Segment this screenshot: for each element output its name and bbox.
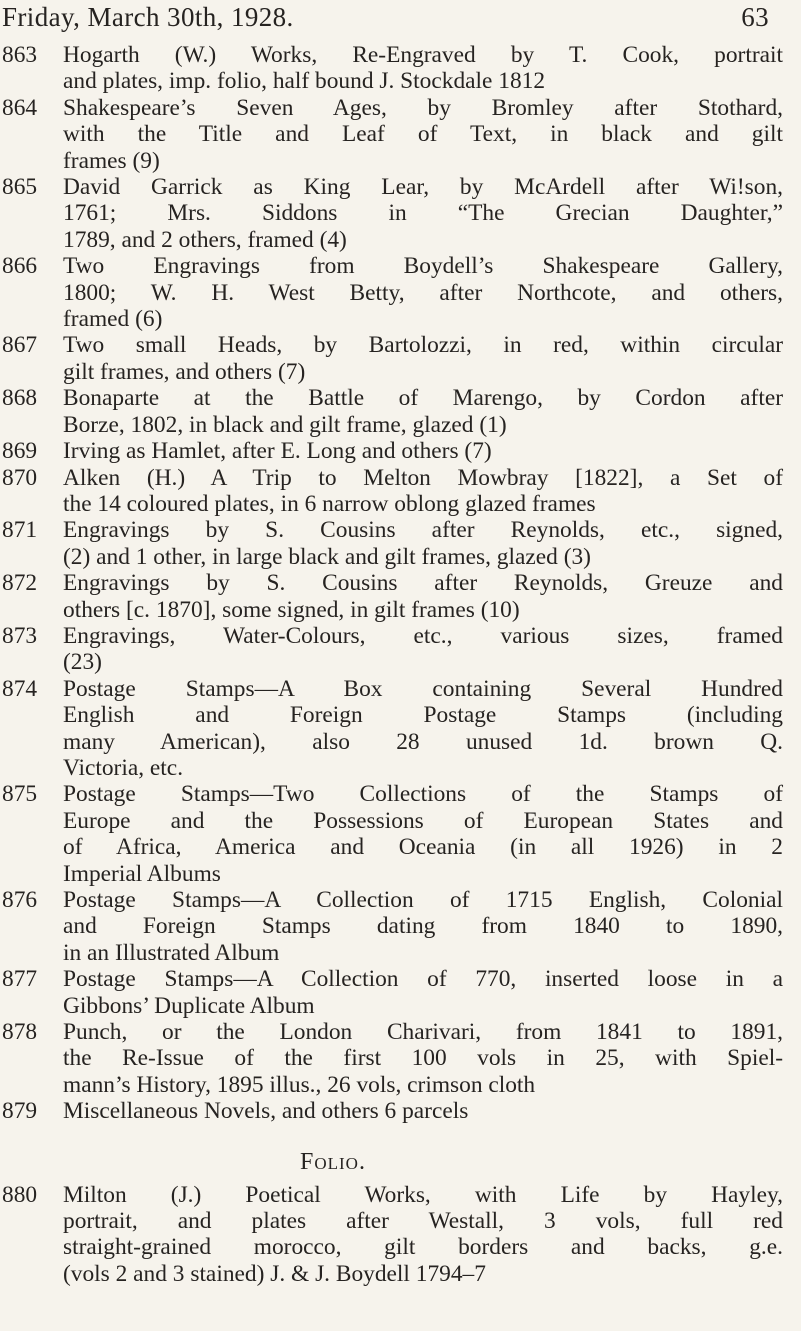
lot-description	[63, 781, 783, 887]
lot-number: 876	[2, 887, 38, 913]
lot-line: Milton (J.) Poetical Works, with Life by Hayley,	[63, 1181, 783, 1208]
lot-number: 871	[2, 517, 38, 544]
lot-line: frames (9)	[63, 147, 160, 174]
lot-description	[63, 1182, 783, 1288]
lot-line: the Re-Issue of the first 100 vols in 25, with Spiel-	[63, 1045, 783, 1072]
lot-line: Alken (H.) A Trip to Melton Mowbray [1822], a Set of	[63, 464, 783, 491]
lot-line: Europe and the Possessions of European States and	[63, 807, 783, 834]
lot-line: Two small Heads, by Bartolozzi, in red, within circular	[63, 332, 783, 359]
lot-description	[63, 623, 783, 676]
lot-number: 865	[2, 174, 38, 201]
lot-description	[63, 676, 783, 782]
lot-description	[63, 385, 783, 438]
lot-entry	[0, 1182, 801, 1288]
lot-line: Shakespeare’s Seven Ages, by Bromley after Stothard,	[63, 94, 783, 121]
lot-number: 863	[2, 42, 38, 68]
lot-description	[63, 517, 783, 570]
lot-number: 866	[2, 253, 38, 280]
lot-line: David Garrick as King Lear, by McArdell after Wi!son,	[63, 174, 783, 201]
lot-entry	[0, 781, 801, 887]
lot-entry	[0, 966, 801, 1019]
lot-line: of Africa, America and Oceania (in all 1926) in 2	[63, 834, 783, 861]
lot-line: and Foreign Stamps dating from 1840 to 1890,	[63, 913, 783, 940]
page-header	[0, 0, 801, 40]
lot-description	[63, 95, 783, 174]
lot-number: 868	[2, 385, 38, 412]
page-number: 63	[741, 2, 769, 32]
lot-line: 1789, and 2 others, framed (4)	[63, 226, 347, 253]
lot-line: Postage Stamps—A Collection of 770, inserted loose in a	[63, 966, 783, 993]
lot-entry	[0, 385, 801, 438]
lot-number: 874	[2, 675, 38, 702]
lot-line: Irving as Hamlet, after E. Long and others (7)	[63, 438, 492, 465]
lot-entry	[0, 676, 801, 782]
lot-entry	[0, 42, 801, 95]
lot-number: 879	[2, 1098, 38, 1125]
lot-description	[63, 465, 783, 518]
lot-line: 1761; Mrs. Siddons in “The Grecian Daughter,”	[63, 200, 783, 227]
lot-line: Bonaparte at the Battle of Marengo, by Cordon after	[63, 385, 783, 412]
lot-line: Victoria, etc.	[63, 754, 184, 781]
lot-entry	[0, 174, 801, 253]
lot-number: 864	[2, 94, 38, 121]
lot-line: Engravings by S. Cousins after Reynolds, etc., signed,	[63, 517, 783, 544]
lot-entry	[0, 1098, 801, 1124]
header-date: Friday, March 30th, 1928.	[2, 2, 294, 32]
lot-description	[63, 332, 783, 385]
lot-line: Imperial Albums	[63, 860, 221, 887]
lot-number: 870	[2, 464, 38, 491]
lot-entry	[0, 253, 801, 332]
lot-entry	[0, 570, 801, 623]
lot-description	[63, 42, 783, 95]
lot-line: Gibbons’ Duplicate Album	[63, 992, 315, 1019]
lot-line: portrait, and plates after Westall, 3 vols, full red	[63, 1208, 783, 1235]
lot-list	[0, 42, 801, 1287]
lot-entry	[0, 438, 801, 464]
lot-line: (vols 2 and 3 stained) J. & J. Boydell 1794–7	[63, 1260, 486, 1287]
lot-number: 867	[2, 332, 38, 359]
lot-line: many American), also 28 unused 1d. brown Q.	[63, 728, 783, 755]
lot-line: English and Foreign Postage Stamps (including	[63, 702, 783, 729]
lot-line: Engravings, Water-Colours, etc., various sizes, framed	[63, 622, 783, 649]
lot-description	[63, 966, 783, 1019]
lot-description	[63, 1098, 783, 1124]
lot-number: 872	[2, 570, 38, 597]
lot-number: 875	[2, 781, 38, 808]
lot-number: 877	[2, 966, 38, 993]
lot-description	[63, 887, 783, 966]
lot-line: Postage Stamps—A Box containing Several Hundred	[63, 675, 783, 702]
lot-entry	[0, 1019, 801, 1098]
lot-line: Postage Stamps—A Collection of 1715 English, Colonial	[63, 887, 783, 913]
lot-line: (2) and 1 other, in large black and gilt frames, glazed (3)	[63, 543, 591, 570]
lot-line: straight-grained morocco, gilt borders and backs, g.e.	[63, 1234, 783, 1261]
lot-description	[63, 174, 783, 253]
lot-line: the 14 coloured plates, in 6 narrow oblong glazed frames	[63, 490, 596, 517]
lot-entry	[0, 332, 801, 385]
lot-entry	[0, 95, 801, 174]
lot-line: and plates, imp. folio, half bound J. Stockdale 1812	[63, 68, 546, 95]
lot-description	[63, 570, 783, 623]
lot-line: (23)	[63, 649, 102, 676]
lot-line: Hogarth (W.) Works, Re-Engraved by T. Cook, portrait	[63, 42, 783, 68]
lot-number: 880	[2, 1181, 38, 1208]
lot-number: 873	[2, 622, 38, 649]
lot-line: framed (6)	[63, 306, 163, 333]
lot-line: in an Illustrated Album	[63, 939, 280, 966]
lot-line: mann’s History, 1895 illus., 26 vols, crimson cloth	[63, 1071, 536, 1098]
lot-line: Two Engravings from Boydell’s Shakespeare Gallery,	[63, 253, 783, 280]
lot-description	[63, 1019, 783, 1098]
lot-line: Borze, 1802, in black and gilt frame, glazed (1)	[63, 411, 507, 438]
lot-line: Postage Stamps—Two Collections of the Stamps of	[63, 781, 783, 808]
lot-line: Miscellaneous Novels, and others 6 parcels	[63, 1098, 469, 1125]
lot-number: 878	[2, 1019, 38, 1046]
lot-entry	[0, 517, 801, 570]
lot-description	[63, 438, 783, 464]
lot-entry	[0, 887, 801, 966]
section-heading: Folio.	[300, 1148, 366, 1175]
lot-line: gilt frames, and others (7)	[63, 358, 306, 385]
lot-description	[63, 253, 783, 332]
lot-number: 869	[2, 438, 38, 465]
lot-entry	[0, 465, 801, 518]
lot-line: Punch, or the London Charivari, from 1841 to 1891,	[63, 1019, 783, 1046]
lot-line: others [c. 1870], some signed, in gilt frames (10)	[63, 596, 520, 623]
lot-entry	[0, 623, 801, 676]
lot-line: with the Title and Leaf of Text, in black and gilt	[63, 121, 783, 148]
lot-line: Engravings by S. Cousins after Reynolds, Greuze and	[63, 570, 783, 597]
lot-line: 1800; W. H. West Betty, after Northcote, and others,	[63, 279, 783, 306]
